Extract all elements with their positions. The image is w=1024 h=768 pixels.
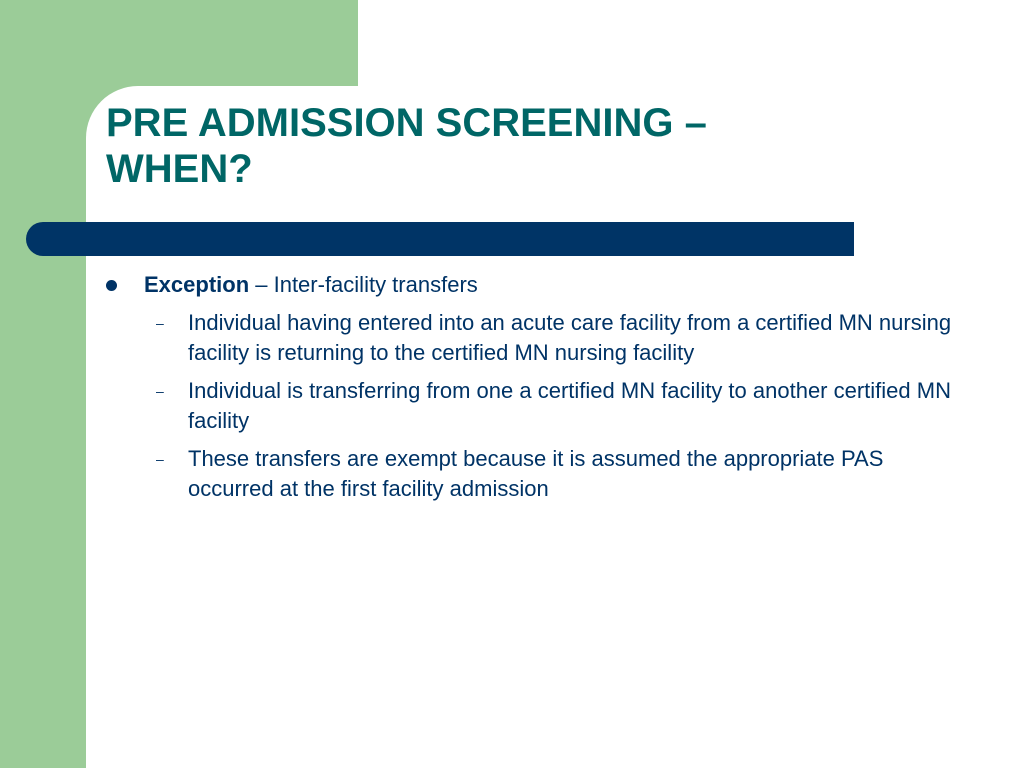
bullet-item-exception bbox=[106, 270, 956, 300]
sub-bullet-item bbox=[106, 444, 963, 504]
sub-bullet-item bbox=[106, 376, 963, 436]
title-line-1: PRE ADMISSION SCREENING – bbox=[106, 101, 707, 145]
dash-marker-icon: – bbox=[156, 315, 164, 331]
title-underline-bar bbox=[26, 222, 854, 256]
bullet-dot-icon bbox=[106, 280, 117, 291]
slide-content bbox=[106, 270, 956, 512]
dash-marker-icon: – bbox=[156, 383, 164, 399]
dash-marker-icon: – bbox=[156, 451, 164, 467]
green-side-strip bbox=[0, 0, 86, 768]
sub-bullet-item bbox=[106, 308, 963, 368]
sub-bullet-text: Individual is transferring from one a certified MN facility to another certified MN facility bbox=[188, 378, 951, 433]
title-line-2: WHEN? bbox=[106, 147, 253, 191]
bullet-text: – Inter-facility transfers bbox=[249, 272, 478, 297]
slide-title bbox=[106, 100, 826, 192]
sub-bullet-text: These transfers are exempt because it is assumed the appropriate PAS occurred at the first facility admission bbox=[188, 446, 884, 501]
bullet-bold-text: Exception bbox=[144, 272, 250, 297]
sub-bullet-list bbox=[106, 308, 956, 504]
sub-bullet-text: Individual having entered into an acute care facility from a certified MN nursing facility is returning to the certified MN nursing facility bbox=[188, 310, 952, 365]
